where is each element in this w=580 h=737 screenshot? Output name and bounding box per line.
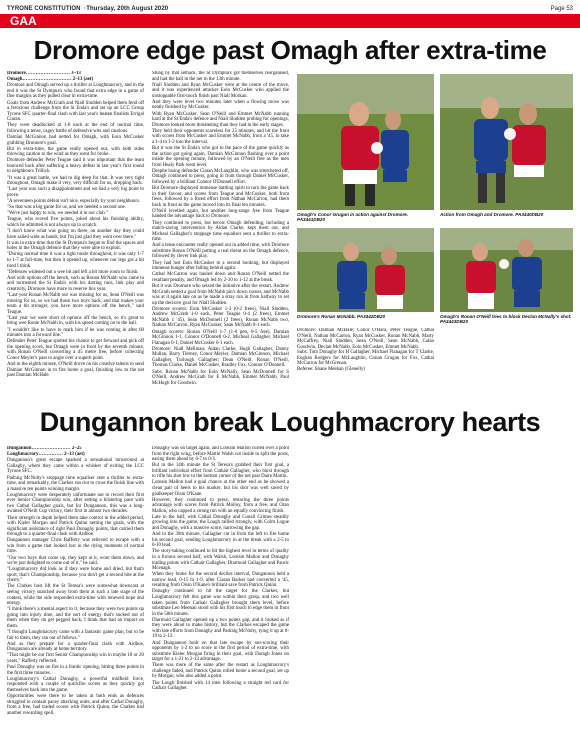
article-paragraph: And in the eighth minute, O'Neill drove on his creative talents to send Damian McGinnon in to fire home a goal, finishing low to the net past Damian McHale. [7,362,144,379]
article-paragraph: But Dromore displayed immense battling spirit to turn the game back in their favour, and scores from Teague and McCusker, both from frees, followed by a fisted effort from Nathan McCarron, had them back in front as the game moved into its final ten minutes. [152,186,289,208]
article-paragraph: Dromore: Niall Mellinan; Aidan Clarke, Hugh Gallagher, Danny Mullan, Barry Tierney, Conor Meyler, Damian McGinnon, Michael Gallagher, Turlough Gallagher; Dean O'Neill, Ronan O'Neill, Thomas Clarke, Daniel McCusker, Bradley Fox, Connor O'Donnell. [152,346,289,369]
article-paragraph: And a tense encounter really opened out in added time, with Dromore substitute Ronan O'Neill putting a real threat on the Omagh defence, followed by clever link play. [152,243,289,260]
article-paragraph: Dromore: Damian McHale; Conor O'Hara, Peter Teague, Cathal O'Neill, Nathan McCarron, Ryan McCusker, Ronan McNabb, Marty McCaffrey, Niall Sludden, Sean O'Neill, Sean McNabb, Calan Goodwin, Declan McNabb, Eoin McCusker, Emmet McNabb. [297,328,434,350]
photo-ronan-mcnabb-image [297,228,434,312]
article-paragraph: But in the 14th minute the St Teresa's grabbed their first goal, a brilliant individual effort from Cathair Gallagher, who burst through to rifle his shot low to the bottom corner of the net past Daire Martin. [152,463,289,480]
article-paragraph: It was in extra-time that the St Dympna's began to find the spaces and holes in the Omagh defence that they were able to exploit. [7,240,144,252]
article-paragraph: And Dungannon built on that late escape by out-scoring their opponents by 1-2 to no score in the first period of extra-time, with substitute Kieler Morgan firing in their goal, with Daragh Jones on target for a 1-21 to 2-13 advantage. [152,640,289,663]
article-paragraph: Padraig McNulty's stoppage time equaliser sent a thriller to extra-time, and remarkably, the Clarkes ran riot to cross the finish line with a massive ten points winning margin. [7,475,144,492]
article-paragraph: "During normal time it was a tight tussle throughout, it was only 1-7 to 1-7 at full-time, but then it opened up, whenever our legs got a bit tired I think. [7,252,144,269]
photo-grugan [297,74,434,210]
article-paragraph: Cathal McCarron was hauled down and Ronan O'Neill netted the resultant penalty, and Omagh led by 2-10 to 1-12 at the break. [152,272,289,283]
article-paragraph: Dungannon's great escape sparked a sensational turnaround at Gallaghy, where they came within a whisker of exiting the LCC Tyrone SFC. [7,458,144,475]
page-number: Page 53 [550,5,573,12]
photo-oneill-block-image [440,228,573,312]
article-paragraph: "I wouldn't like to have to mark him if he was coming in after 60 minutes into a forward line." [7,327,144,339]
score-line-loughmacrory: Loughmacrory…………… 2–13 (aet) [7,452,85,458]
article-paragraph: Their strength in depth helped them take control in the added period, with Kieler Morgan and Patrick Quinn netting the goals, with the significant assistance of right Paul Donaghy points, that carried them through to a quarter-final clash with Ardboe. [7,515,144,538]
article-paragraph: "That might be our first Senior Championship win in maybe 18 or 20 years," Rafferty reflected. [7,653,144,664]
article-paragraph: "Defences widened out a wee bit and left a bit more room to finish. [7,269,139,275]
article-paragraph: Dungannon manager Chris Rafferty was relieved to escape with a win from a game that looked lost in the dying moments of normal time. [7,538,144,555]
article-paragraph: "Our two boys that come up, they kept at it, wore them down, and we're just delighted to come out of it," he said. [7,555,144,567]
article-paragraph: "I think there's a mental aspect to it, because they were two points up going into injury time, and the sort of energy that's sucked out of them when they do get pegged back, I think that had an impact on them. [7,607,144,629]
article-paragraph: Defender Peter Teague spotted his chance to get forward and pick off the opening score, but Omagh were in front by the seventh minute, with Ronan O'Neill converting a 45 metre free, before collecting Conor Meyler's pass to angle over a superb point. [7,339,144,361]
article-2-column-2 [152,446,289,730]
score-line-dungannon: Dungannon…………………… 2–25 [7,446,82,451]
article-paragraph: They held their opponents scoreless for 25 minutes, and hit the front with scores from McCusker and Emmet McNabb, from a '45, to take a 1-4 to 1-2 into the interval. [152,128,289,145]
article-paragraph: Omagh scorers: Ronan O'Neill 1-7 (1-0 pen, 0-5 free), Damian McGinnon 1-1, Connor O'Donnell 0-2, Micheal Gallagher, Michael Flanagan 0-1, Daniel McCusker 0-1 each. [152,329,289,346]
article-paragraph: Damian McGinnon had netted for Omagh, with Eoin McCusker grabbing Dromore's goal. [7,134,144,146]
article-2-column-4 [442,446,579,730]
article-paragraph: Dromore scorers: Eoin McCusker 1-3 (0-2 frees), Niall Sludden, Andrew McGrath 1-0 each, Peter Teague 0-4 (2 frees), Emmet McNabb 1 '45), Sean McDonnell (2 frees), Ronan McNabb two, Nathan McCarron, Ryan McCusker, Sean McNabb 0-1 each. [152,306,289,329]
article-paragraph: When they broke for the second deciles interval, Dungannon held a narrow lead, 0-15 to 1-9, after Ciaran Barker had converted a '45, resulting from Oisin O'Kane's brilliant save from Patrick Quinn. [152,572,289,589]
article-paragraph: With Ryan McCusker, Sean O'Neill and Emmet McNabb running hard at the St Enda's defence and Niall Sludden probing for openings, Dromore looked more threatening than they had in the early stages. [152,111,289,128]
article-1-column-1 [7,71,144,387]
article-paragraph: Stung by that setback, the St Dympna's got themselves reorganised, and had the ball in the net in the 13th minute. [152,71,289,82]
article-paragraph: They had lost Eoin McCusker to a second booking, but displayed immense hunger after falling behind again. [152,260,289,272]
article-paragraph: Referee: Shane Meehan (Glenelly) [297,366,366,372]
masthead-date-line [7,6,168,12]
article-1-column-4 [440,328,573,387]
article-paragraph: "It was a great battle, we had to dig deep for that. It was very tight throughout, Omagh make it very, very difficult for us, dropping back. [7,175,144,187]
photo-ronan-mcnabb [297,228,434,312]
article-paragraph: And as they prepare for a quarter-final clash with Ardboe, Dungannon are already at home territory. [7,641,144,653]
article-paragraph: And with options off the bench, such as Ronan McNabb who came in and tormented the St Enda's with his darting runs, link play and creativity, Dromore have more in reserve this year. [7,275,144,292]
photo-action-1 [440,74,573,210]
article-paragraph: "Last year was such a disappointment and we had a very big point to prove. [7,187,144,198]
article-paragraph: But in extra-time, the game really opened out, with both sides throwing caution to the wind as they went for broke. [7,146,144,158]
article-paragraph: "Loughmacrory did look as if they were home and dried, but that's sport, that's Championship, because you don't get a second bite at the cherry." [7,567,144,584]
article-paragraph: The Lough finished with 14 men following a straight red card for Cathair Gallagher. [152,680,289,692]
article-paragraph: Dromore defender Peter Teague said it was important that the team bounced back after suffering a heavy defeat in last year's first round to neighbours Trillick. [7,158,144,175]
section-label: GAA [10,14,37,28]
article-1-column-2 [152,71,289,387]
article-1-headline: Dromore edge past Omagh after extra-time [33,35,547,65]
photo-grugan-caption: Omagh's Conor Grugan in action against Dromore. PA3441DB20 [297,212,409,223]
article-2-column-1 [7,446,144,730]
article-paragraph: They were deadlocked at 1-8 each at the end of normal time, following a tense, cagey battle of defensive wits and cautious. [7,123,144,134]
article-1-columns [7,71,289,387]
article-paragraph: Opportunities were there to be taken at both ends as defences struggled to contain pacey attacking units, and after Cathal Donaghy, from a free, had traded scores with Patrick Quinn, the Clarkes had another rewarding spell. [7,694,144,716]
article-paragraph: However, they continued to press, restoring the three points advantage with scores from Patrick Molloy, from a free, and Oran Mallon, who capped a strong run with an equally convincing finish. [152,497,289,514]
article-paragraph: "We're just happy to win, we needed it in our club." [7,211,108,217]
score-line-dromore: Dromore……………………… 3–13 [7,71,81,76]
article-paragraph: Dromore and Omagh served up a thriller at Loughmacrory, and in the end it was the St Dympna's who found that extra edge in a game of fine margins as they pulled clear in extra-time. [7,83,144,100]
article-paragraph: They continued to press, but heroic Omagh defending, including a match-saving intervention by Aidan Clarke, kept them out, and Micheal Gallagher's stoppage time equaliser sent a thriller to extra-time. [152,220,289,243]
article-paragraph: Subs: Ronan McNabb for Eoin McNally, Sean McDonnell for S O'Neill, Andrew McGrath for E McNabb, Emmet McNabb, Paul McHugh for Goodwin. [152,369,289,386]
article-paragraph: But it was Dromore who seized the initiative after the restart. Andrew McGrath netted a goal from McNabb pin's down corner, and McNabb was at it again late on as he made a stray run in from halfway to set up the decisive goal for Niall Sludden. [152,283,289,306]
article-2-column-3 [297,446,434,730]
score-line-omagh: Omagh………………………… 2–13 (aet) [7,77,94,83]
section-bar [0,14,580,28]
issue-date: ·Thursday, 20th August 2020 [82,5,169,12]
article-paragraph: "So that was a big game for us, and we needed a second one. [7,205,126,211]
article-paragraph: Donaghy was on target again, and Loreain Mallon curled over a point from the right wing, before Martie Walsh cut inside to split the posts, easing them ahead by 0-7 to 0-3. [152,446,289,463]
article-paragraph: "I thought Loughmacrory came with a fantastic game plan, but to be fair to them, they ran out of fellows." [7,630,144,641]
article-paragraph: "A seventeen points defeat isn't nice, especially by your neighbours. [7,198,141,204]
article-paragraph: Subs: Tom Donaghy for H Gallagher, Michael Flanagan for T Clarke, Eoghan Rodgers for McLaughlin, Conan Grugan for Fox, Cathal McCarron for McGrenan. [297,350,434,367]
article-paragraph: And they were level two minutes later when a flowing move was neatly finished by McCusker. [152,99,289,111]
article-1-column-3 [297,328,434,387]
article-paragraph: Loughmacrory's Cathal Donaghy, a powerful midfield force, responded with a couple of quickfire scores as they quickly got themselves back into the game. [7,676,144,693]
article-paragraph: Despite losing defender Ciaran McLaughlin, who was stretchered off, Omagh continued to press, going in front through Daniel McCusker, followed by a brilliant Connor O'Donnell effort. [152,168,289,185]
article-paragraph: O'Neill levelled again, but another long-range free from Teague handed the advantage back to Dromore. [152,208,289,220]
article-paragraph: "Last year Ronan McNabb our was missing for us, Sean O'Neill was missing for us, so we had those two boys back, and that makes your team a bit stronger, you have more options off the bench," said Teague. [7,293,144,315]
article-paragraph: "Last year we were short of options off the bench, so it's great to bring wee Ronie McNabb in, with his speed coming on to the ball. [7,315,144,327]
article-paragraph: The story-taking continued to hit the highest level in terms of quality in a furious second half, with Walsh, Loreain Mallon and Donaghy trading points with Cathair Gallagher, Diarmuid Gallagher and Pauric Mcenagh. [152,549,289,572]
article-2-columns [7,446,579,730]
article-paragraph: Late in the half, with Cathal Donaghy and Conall Grimes steadily growing into the game, the Lough rallied strongly, with Colm Logue and Donaghy, with a massive score, narrowing the gap. [152,514,289,532]
article-paragraph: There was more of the same after the restart as Loughmacrory's challenge faded, and Patrick Quinn rolled home a second goal, set up by Morgan, who also added a point. [152,663,289,680]
photo-oneill-block-caption: Omagh's Ronan O'Neill tries to block Declan McNally's shot. PA3443DB20 [440,314,572,325]
article-paragraph: Goals from Andrew McGrath and Niall Sludden helped them fend off a ferocious challenge from the St Enda's and set up an LCC Group Tyrone SFC quarter-final clash with last year's beaten finalists Errigal Ciaran. [7,100,144,123]
article-paragraph: And in the 30th minute, Gallagher cut in from the left to fire home his second goal, sending Loughmacrory in at the break with a 2-5 to 0-10 lead. [152,532,289,549]
article-paragraph: Niall Sludden and Ryan McCusker were at the centre of the move, and it was experienced attacker Eoin McCusker who applied the unstoppable first-touch finish past Niall Morkan. [152,82,289,99]
article-paragraph: Teague, who scored five points, joked about his finishing ability, which he admitted is not always up to scratch. [7,217,144,228]
photo-oneill-block [440,228,573,312]
article-2-headline: Dungannon break Loughmacrory hearts [39,407,541,437]
paper-name: TYRONE CONSTITUTION [7,5,81,12]
article-paragraph: Loughmacrory were desperately unfortunate not to record their first ever Senior Championship win, after setting a blistering pace with two Cathal Gallagher goals, but for Dungannon, this was a long-awaited O'Neill Cup victory, their first in almost two decades. [7,492,144,515]
photo-action-1-image [440,74,573,210]
article-paragraph: "I don't know what was going on there, on another day they could have sailed wide as hands, but I'm just glad they went over there." [7,229,144,240]
article-paragraph: Paul Donaghy was on fire in a frantic opening, hitting three points in the first three minutes. [7,665,144,676]
article-paragraph: But it was the St Enda's who got to the pace of the game quickly as the action got going again, Damian McGinnon flashing over a point inside the opening minute, followed by an O'Neill free as the men from Healy Park went level. [152,146,289,168]
article-paragraph: Loreain Mallon had a goal chance at the other end as he showed a clean pair of heels to his marker, but his shot was well saved by goalkeeper Oisin O'Kane. [152,480,289,497]
article-paragraph: The Clarkes host lift the St Teresa's were somewhat downcast at seeing victory snatched away from them at such a late stage of the contest, while the side responded extra-time with renewed hope and energy. [7,584,144,607]
article-paragraph: Donaghy continued to hit the target for the Clarkes, but Loughmacrory felt this game was within their grasp, and two well taken points from Cathair Gallagher brought them level, before substitute Leo Meenan stood with his first touch to edge them in front in the 58th minute. [152,589,289,617]
photo-ronan-mcnabb-caption: Dromore's Ronan McNabb. PA3442DB20 [297,314,386,319]
photo-action-1-caption: Action from Omagh and Dromore. PA3440DB20 [440,212,544,217]
masthead [7,3,573,14]
photo-grugan-image [297,74,434,210]
article-paragraph: Diarmuid Gallagher opened up a two points gap, and it looked as if they were about to make history, but the Clarkes escaped the game with late efforts from Donaghy and Padraig McNulty, tying it up at 0-19 to 2-13. [152,617,289,640]
